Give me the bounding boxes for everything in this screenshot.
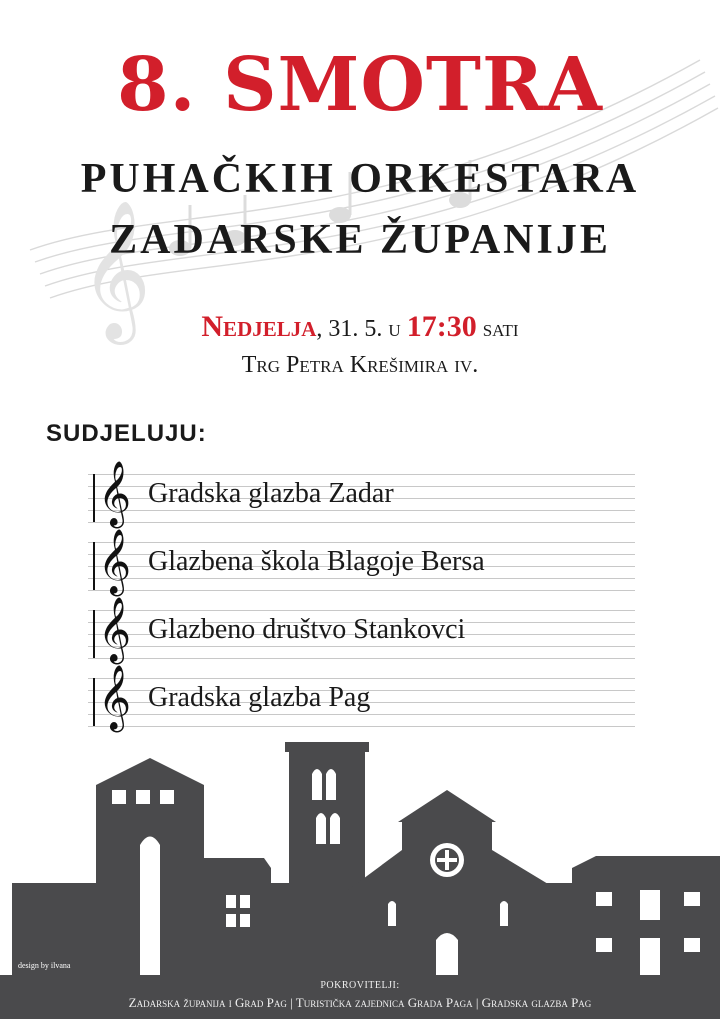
treble-clef-icon: 𝄞 bbox=[98, 529, 132, 594]
participant-name: Gradska glazba Pag bbox=[148, 682, 371, 713]
staff-barline bbox=[93, 542, 95, 590]
participant-row bbox=[88, 597, 635, 662]
design-credit: design by ilvana bbox=[18, 961, 71, 970]
staff-barline bbox=[93, 474, 95, 522]
participant-name: Gradska glazba Zadar bbox=[148, 478, 394, 509]
event-location: Trg Petra Krešimira iv. bbox=[241, 352, 479, 378]
event-day: Nedjelja bbox=[201, 310, 317, 343]
participant-name: Glazbena škola Blagoje Bersa bbox=[148, 546, 485, 577]
treble-clef-icon: 𝄞 bbox=[98, 597, 132, 662]
event-time-suffix: sati bbox=[476, 316, 519, 342]
event-title-line2: PUHAČKIH ORKESTARA bbox=[80, 156, 640, 202]
treble-clef-icon: 𝄞 bbox=[98, 665, 132, 730]
sponsors-label: POKROVITELJI: bbox=[320, 980, 400, 991]
staff-barline bbox=[93, 610, 95, 658]
event-title-line3: ZADARSKE ŽUPANIJE bbox=[109, 217, 611, 263]
event-time: 17:30 bbox=[406, 310, 477, 343]
event-title-number: 8. SMOTRA bbox=[117, 42, 603, 128]
sponsors-footer bbox=[0, 975, 720, 1019]
city-skyline-illustration bbox=[0, 740, 720, 990]
treble-clef-icon: 𝄞 bbox=[98, 461, 132, 526]
participant-row bbox=[88, 461, 635, 526]
sponsors-list: Zadarska županija i Grad Pag | Turistička zajednica Grada Paga | Gradska glazba Pag bbox=[128, 995, 592, 1010]
event-date: , 31. 5. u bbox=[316, 316, 407, 342]
svg-text:𝄞: 𝄞 bbox=[80, 200, 151, 339]
participant-row bbox=[88, 665, 635, 730]
event-date-time bbox=[0, 310, 720, 344]
participant-row bbox=[88, 529, 635, 594]
participants-heading: SUDJELUJU: bbox=[46, 420, 207, 447]
participant-name: Glazbeno društvo Stankovci bbox=[148, 614, 466, 645]
staff-barline bbox=[93, 678, 95, 726]
